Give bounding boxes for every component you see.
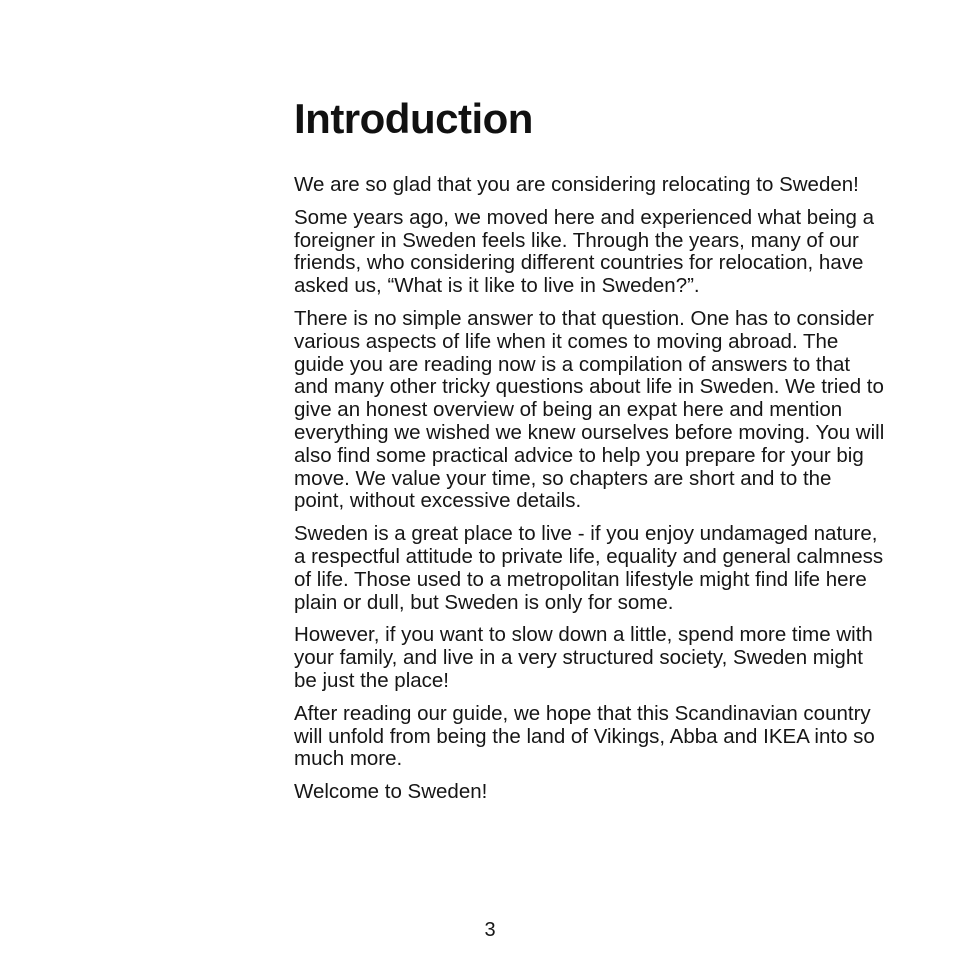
page-content xyxy=(294,94,886,884)
page-number: 3 xyxy=(484,919,496,941)
paragraph-background: Some years ago, we moved here and experienced what being a foreigner in Sweden feels like. Through the years, many of our friends, who considering different countries for relocation, have asked us, “What is it like to live in Sweden?”. xyxy=(294,205,875,298)
body-text xyxy=(294,174,886,884)
paragraph-slow-down: However, if you want to slow down a little, spend more time with your family, and live in a very structured society, Sweden might be just the place! xyxy=(294,623,873,692)
paragraph-guide-overview: There is no simple answer to that question. One has to consider various aspects of life when it comes to moving abroad. The guide you are reading now is a compilation of answers to that and many other tricky questions about life in Sweden. We tried to give an honest overview of being an expat here and mention everything we wished we knew ourselves before moving. You will also find some practical advice to help you prepare for your big move. We value your time, so chapters are short and to the point, without excessive details. xyxy=(294,306,885,513)
paragraph-welcome-closing: Welcome to Sweden! xyxy=(294,780,488,804)
page-title: Introduction xyxy=(294,95,533,142)
paragraph-sweden-life: Sweden is a great place to live - if you enjoy undamaged nature, a respectful attitude to private life, equality and general calmness of life. Those used to a metropolitan lifestyle might find life here plain or dull, but Sweden is only for some. xyxy=(294,522,884,614)
paragraph-welcome-intro: We are so glad that you are considering relocating to Sweden! xyxy=(294,174,859,196)
paragraph-hope: After reading our guide, we hope that this Scandinavian country will unfold from being the land of Vikings, Abba and IKEA into so much more. xyxy=(294,701,875,771)
